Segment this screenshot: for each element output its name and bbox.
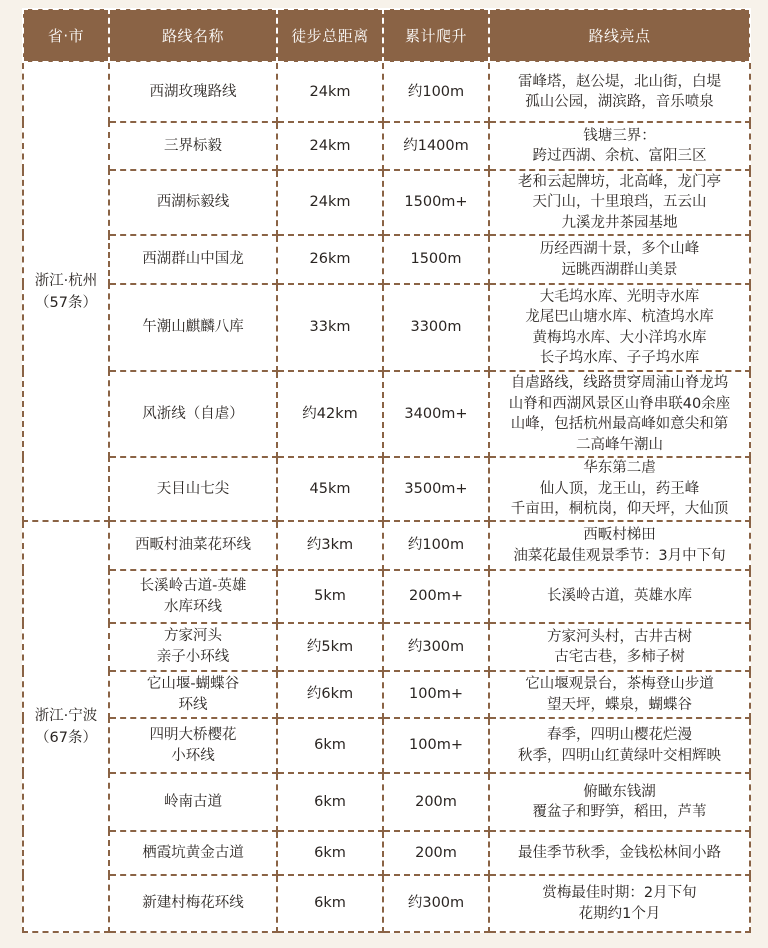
table-row [23,671,750,718]
highlight-line: 仙人顶，龙王山，药王峰 [539,480,700,497]
climb-cell: 100m+ [383,671,489,718]
highlights-cell [489,170,750,235]
table-row [23,371,750,457]
route-name-cell [109,773,277,831]
highlight-line: 千亩田，桐杭岗，仰天坪，大仙顶 [510,501,729,518]
highlight-line: 春季，四明山樱花烂漫 [547,727,692,743]
highlights-cell [489,831,750,875]
highlights-cell [489,623,750,671]
highlight-line: 长溪岭古道，英雄水库 [547,588,692,605]
route-name-cell [109,457,277,521]
climb-cell: 3400m+ [383,371,489,457]
highlights-cell [489,671,750,718]
route-name-cell [109,875,277,932]
route-name: 西湖玫瑰路线 [149,83,237,100]
distance-cell: 5km [277,570,383,623]
province-label: 浙江·杭州 [34,272,98,289]
route-name: 水库环线 [164,598,222,615]
highlight-line: 山脊和西湖风景区山脊串联40余座 [508,395,731,412]
table-row [23,457,750,521]
distance-cell: 6km [277,831,383,875]
province-label: （57条） [35,294,97,311]
province-label: （67条） [35,729,97,746]
route-name: 环线 [178,696,208,713]
highlight-line: 山峰，包括杭州最高峰如意尖和第 [510,416,729,432]
highlight-line: 西畈村梯田 [583,527,656,543]
route-name: 新建村梅花环线 [142,895,244,911]
route-name: 方家河头 [164,628,222,644]
table-row [23,875,750,932]
highlights-cell [489,570,750,623]
highlight-line: 历经西湖十景，多个山峰 [539,241,700,257]
table-row [23,773,750,831]
highlights-cell [489,371,750,457]
distance-cell: 24km [277,122,383,170]
highlights-cell [489,875,750,932]
highlight-line: 古宅古巷，多柿子树 [554,649,685,665]
highlight-line: 老和云起牌坊，北高峰，龙门亭 [518,173,721,190]
climb-cell: 约1400m [383,122,489,170]
route-name-cell [109,235,277,284]
climb-cell: 100m+ [383,718,489,773]
table-row [23,831,750,875]
distance-cell: 6km [277,773,383,831]
table-row [23,521,750,570]
table-row [23,623,750,671]
highlight-line: 长子坞水库、子子坞水库 [539,350,700,366]
highlight-line: 黄梅坞水库、大小洋坞水库 [532,329,707,346]
highlight-line: 它山堰观景台，茶梅登山步道 [525,676,714,692]
route-name: 小环线 [171,747,215,764]
highlights-cell [489,235,750,284]
route-name-cell [109,718,277,773]
highlight-line: 天门山，十里琅珰，五云山 [532,194,707,211]
route-name-cell [109,371,277,457]
province-label: 浙江·宁波 [34,707,98,724]
header-province: 省·市 [23,9,109,62]
table-row [23,570,750,623]
distance-cell: 24km [277,170,383,235]
route-name: 它山堰-蝴蝶谷 [146,675,240,692]
header-row [23,9,750,62]
highlights-cell [489,122,750,170]
table-row [23,284,750,371]
distance-cell: 约3km [277,521,383,570]
route-name-cell [109,623,277,671]
distance-cell: 26km [277,235,383,284]
route-name-cell [109,671,277,718]
hiking-route-table [22,8,751,933]
route-name: 岭南古道 [164,793,222,810]
highlight-line: 雷峰塔，赵公堤，北山街，白堤 [518,73,721,90]
highlights-cell [489,773,750,831]
climb-cell: 200m [383,831,489,875]
distance-cell: 约42km [277,371,383,457]
highlight-line: 九溪龙井茶园基地 [561,214,678,231]
highlights-cell [489,284,750,371]
highlight-line: 大毛坞水库、光明寺水库 [539,288,700,305]
header-climb: 累计爬升 [383,9,489,62]
highlight-line: 方家河头村，古井古树 [547,628,692,645]
route-name: 栖霞坑黄金古道 [142,844,244,861]
table-row [23,122,750,170]
climb-cell: 1500m [383,235,489,284]
route-name: 长溪岭古道-英雄 [139,577,247,594]
climb-cell: 200m+ [383,570,489,623]
climb-cell: 约100m [383,62,489,122]
highlight-line: 赏梅最佳时期：2月下旬 [542,885,697,901]
highlight-line: 跨过西湖、余杭、富阳三区 [532,148,707,164]
route-name-cell [109,284,277,371]
highlight-line: 俯瞰东钱湖 [583,783,656,800]
route-name-cell [109,521,277,570]
highlights-cell [489,457,750,521]
highlight-line: 自虐路线，线路贯穿周浦山脊龙坞 [510,375,729,391]
highlight-line: 覆盆子和野笋，稻田，芦苇 [532,804,707,820]
route-name-cell [109,170,277,235]
route-name: 天目山七尖 [156,480,230,497]
climb-cell: 约100m [383,521,489,570]
highlight-line: 花期约1个月 [578,905,661,922]
climb-cell: 约300m [383,623,489,671]
highlight-line: 华东第二虐 [583,460,656,477]
route-name: 西畈村油菜花环线 [135,537,251,553]
header-highlights: 路线亮点 [489,9,750,62]
route-name: 亲子小环线 [156,649,230,665]
highlight-line: 远眺西湖群山美景 [561,261,678,278]
table-row [23,170,750,235]
table-row [23,62,750,122]
highlight-line: 最佳季节秋季，金钱松林间小路 [518,844,721,861]
table-row [23,235,750,284]
province-cell [23,521,109,932]
distance-cell: 约6km [277,671,383,718]
highlights-cell [489,718,750,773]
distance-cell: 6km [277,718,383,773]
province-cell [23,62,109,521]
header-route-name: 路线名称 [109,9,277,62]
highlight-line: 孤山公园，湖滨路，音乐喷泉 [525,94,714,110]
climb-cell: 3500m+ [383,457,489,521]
distance-cell: 33km [277,284,383,371]
route-name: 三界标毅 [164,137,222,154]
highlights-cell [489,521,750,570]
climb-cell: 1500m+ [383,170,489,235]
highlight-line: 油菜花最佳观景季节：3月中下旬 [513,547,726,564]
route-name-cell [109,122,277,170]
route-name: 四明大桥樱花 [149,726,237,743]
route-name-cell [109,570,277,623]
route-name: 风浙线（自虐） [142,405,244,422]
header-distance: 徒步总距离 [277,9,383,62]
highlight-line: 二高峰午潮山 [576,436,663,453]
highlights-cell [489,62,750,122]
highlight-line: 望天坪，蝶泉，蝴蝶谷 [547,696,692,713]
climb-cell: 3300m [383,284,489,371]
distance-cell: 45km [277,457,383,521]
distance-cell: 约5km [277,623,383,671]
highlight-line: 钱塘三界： [583,127,656,144]
highlight-line: 秋季，四明山红黄绿叶交相辉映 [518,747,721,764]
route-name: 西湖群山中国龙 [142,251,244,267]
climb-cell: 200m [383,773,489,831]
route-name-cell [109,62,277,122]
climb-cell: 约300m [383,875,489,932]
route-name: 午潮山麒麟八库 [142,319,244,335]
route-name: 西湖标毅线 [156,194,230,210]
distance-cell: 6km [277,875,383,932]
table-row [23,718,750,773]
distance-cell: 24km [277,62,383,122]
route-table-container [22,8,749,933]
highlight-line: 龙尾巴山塘水库、杭渣坞水库 [525,309,714,325]
route-name-cell [109,831,277,875]
table-body [23,62,750,932]
